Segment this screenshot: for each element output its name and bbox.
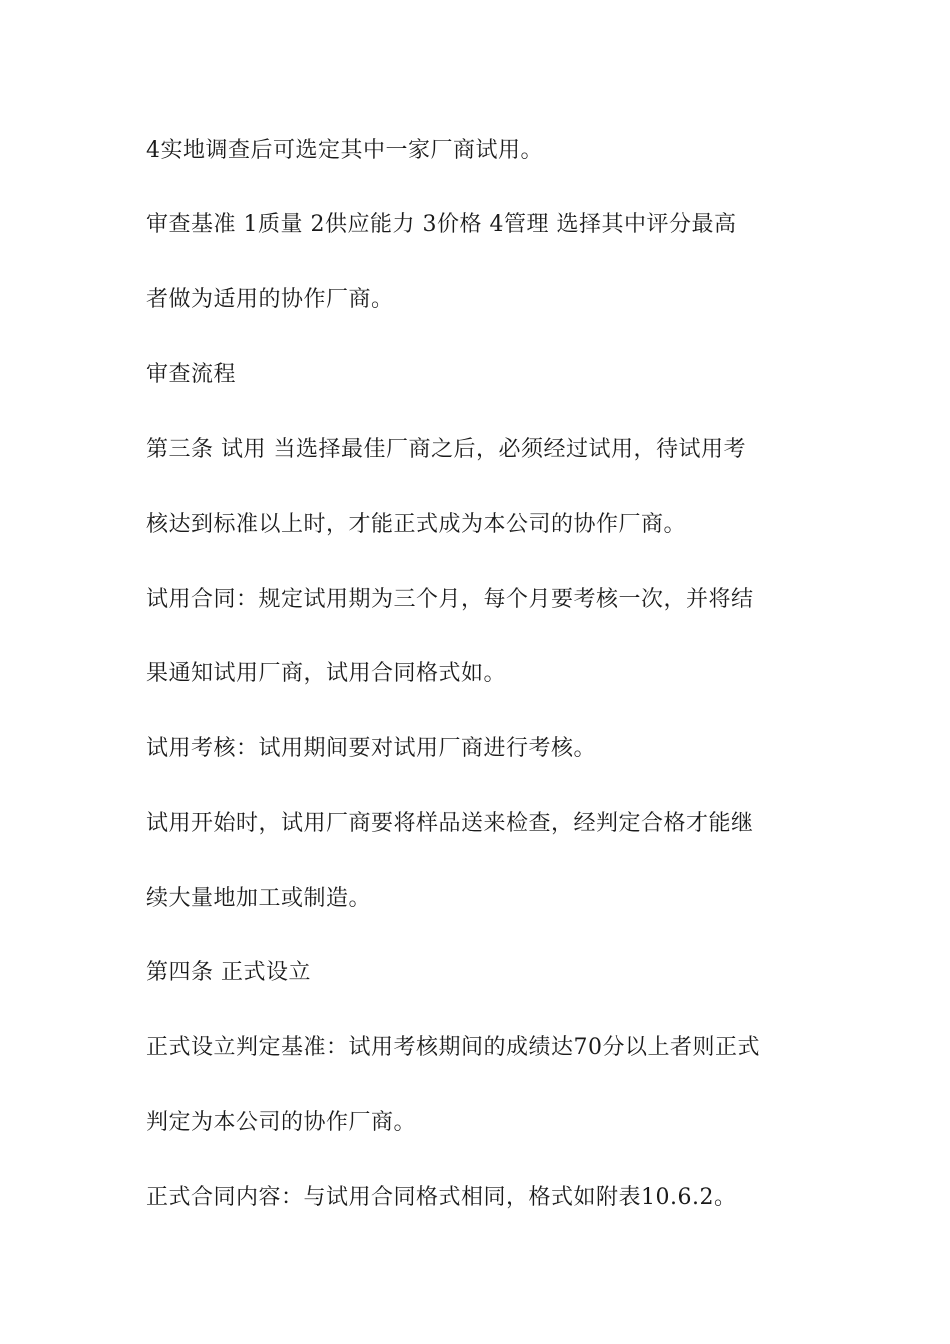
text-line: 核达到标准以上时，才能正式成为本公司的协作厂商。 <box>146 512 687 537</box>
text-line: 续大量地加工或制造。 <box>146 886 372 911</box>
text-line: 正式设立判定基准：试用考核期间的成绩达70分以上者则正式 <box>146 1035 760 1060</box>
text-line: 4实地调查后可选定其中一家厂商试用。 <box>146 138 543 163</box>
section-heading: 第四条 正式设立 <box>146 960 311 985</box>
section-heading: 审查流程 <box>146 362 237 387</box>
text-line: 第三条 试用 当选择最佳厂商之后，必须经过试用，待试用考 <box>146 437 746 462</box>
text-line: 试用开始时，试用厂商要将样品送来检查，经判定合格才能继 <box>146 811 754 836</box>
text-line: 试用合同：规定试用期为三个月，每个月要考核一次，并将结 <box>146 587 754 612</box>
text-line: 正式合同内容：与试用合同格式相同，格式如附表10.6.2。 <box>146 1185 737 1210</box>
text-line: 审查基准 1质量 2供应能力 3价格 4管理 选择其中评分最高 <box>146 212 737 237</box>
text-line: 判定为本公司的协作厂商。 <box>146 1110 417 1135</box>
text-line: 果通知试用厂商，试用合同格式如。 <box>146 661 507 686</box>
text-line: 者做为适用的协作厂商。 <box>146 287 394 312</box>
text-line: 试用考核：试用期间要对试用厂商进行考核。 <box>146 736 597 761</box>
